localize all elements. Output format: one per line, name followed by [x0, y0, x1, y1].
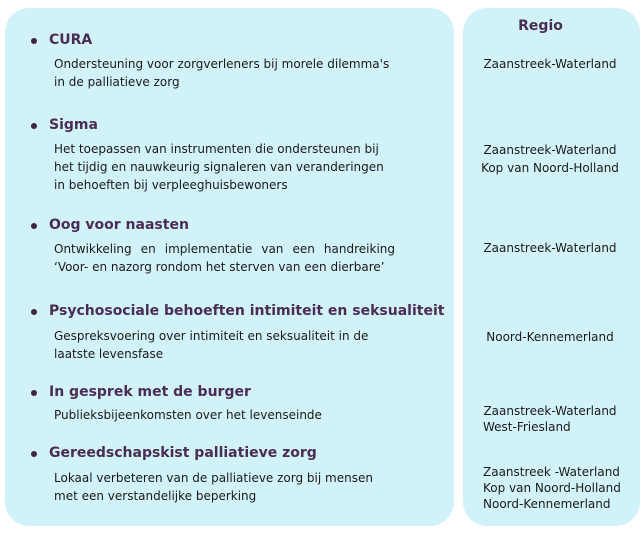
- project-title-cura: CURA: [49, 32, 93, 48]
- bullet-icon: [31, 223, 37, 229]
- region-column-header: Regio: [518, 18, 563, 34]
- description-line: in de palliatieve zorg: [54, 75, 180, 89]
- project-regions-oog-voor-naasten: [470, 240, 630, 256]
- project-title-oog-voor-naasten: Oog voor naasten: [49, 217, 189, 233]
- region-name: Kop van Noord-Holland: [483, 481, 621, 495]
- project-description-gereedschapskist: [54, 469, 373, 505]
- region-name: Zaanstreek-Waterland: [483, 57, 617, 71]
- description-line: in behoeften bij verpleeghuisbewoners: [54, 178, 288, 192]
- bullet-icon: [31, 309, 37, 315]
- description-line: Lokaal verbeteren van de palliatieve zorg bij mensen: [54, 471, 373, 485]
- region-name: Zaanstreek -Waterland: [483, 465, 620, 479]
- regions-panel: [463, 8, 640, 526]
- description-line: laatste levensfase: [54, 347, 164, 361]
- region-name: Kop van Noord-Holland: [481, 161, 619, 175]
- description-line: Gespreksvoering over intimiteit en seksualiteit in de: [54, 329, 369, 343]
- project-title-in-gesprek-met-de-burger: In gesprek met de burger: [49, 384, 251, 400]
- project-description-in-gesprek-met-de-burger: [54, 406, 322, 424]
- description-line: Ontwikkeling en implementatie van een handreiking: [54, 242, 395, 256]
- project-description-oog-voor-naasten: [54, 240, 395, 276]
- description-line: Het toepassen van instrumenten die ondersteunen bij: [54, 142, 379, 156]
- bullet-icon: [31, 38, 37, 44]
- region-name: West-Friesland: [483, 420, 571, 434]
- project-description-sigma: [54, 140, 384, 194]
- bullet-icon: [31, 123, 37, 129]
- description-line: met een verstandelijke beperking: [54, 489, 257, 503]
- project-regions-in-gesprek-met-de-burger: [470, 403, 630, 435]
- project-description-psychosociale-behoeften: [54, 327, 368, 363]
- region-name: Zaanstreek-Waterland: [483, 404, 617, 418]
- project-regions-cura: [470, 56, 630, 72]
- bullet-icon: [31, 390, 37, 396]
- project-regions-psychosociale-behoeften: [470, 329, 630, 345]
- region-name: Zaanstreek-Waterland: [483, 241, 617, 255]
- description-line: Ondersteuning voor zorgverleners bij morele dilemma's: [54, 57, 390, 71]
- description-line: het tijdig en nauwkeurig signaleren van veranderingen: [54, 160, 384, 174]
- project-title-psychosociale-behoeften: Psychosociale behoeften intimiteit en seksualiteit: [49, 303, 445, 319]
- region-name: Zaanstreek-Waterland: [483, 143, 617, 157]
- project-title-sigma: Sigma: [49, 117, 98, 133]
- description-line: Publieksbijeenkomsten over het levenseinde: [54, 408, 322, 422]
- region-name: Noord-Kennemerland: [483, 497, 611, 511]
- project-regions-gereedschapskist: [470, 464, 630, 512]
- bullet-icon: [31, 451, 37, 457]
- region-name: Noord-Kennemerland: [486, 330, 614, 344]
- project-title-gereedschapskist: Gereedschapskist palliatieve zorg: [49, 445, 317, 461]
- project-regions-sigma: [470, 141, 630, 177]
- description-line: ‘Voor- en nazorg rondom het sterven van een dierbare’: [54, 260, 385, 274]
- project-description-cura: [54, 55, 389, 91]
